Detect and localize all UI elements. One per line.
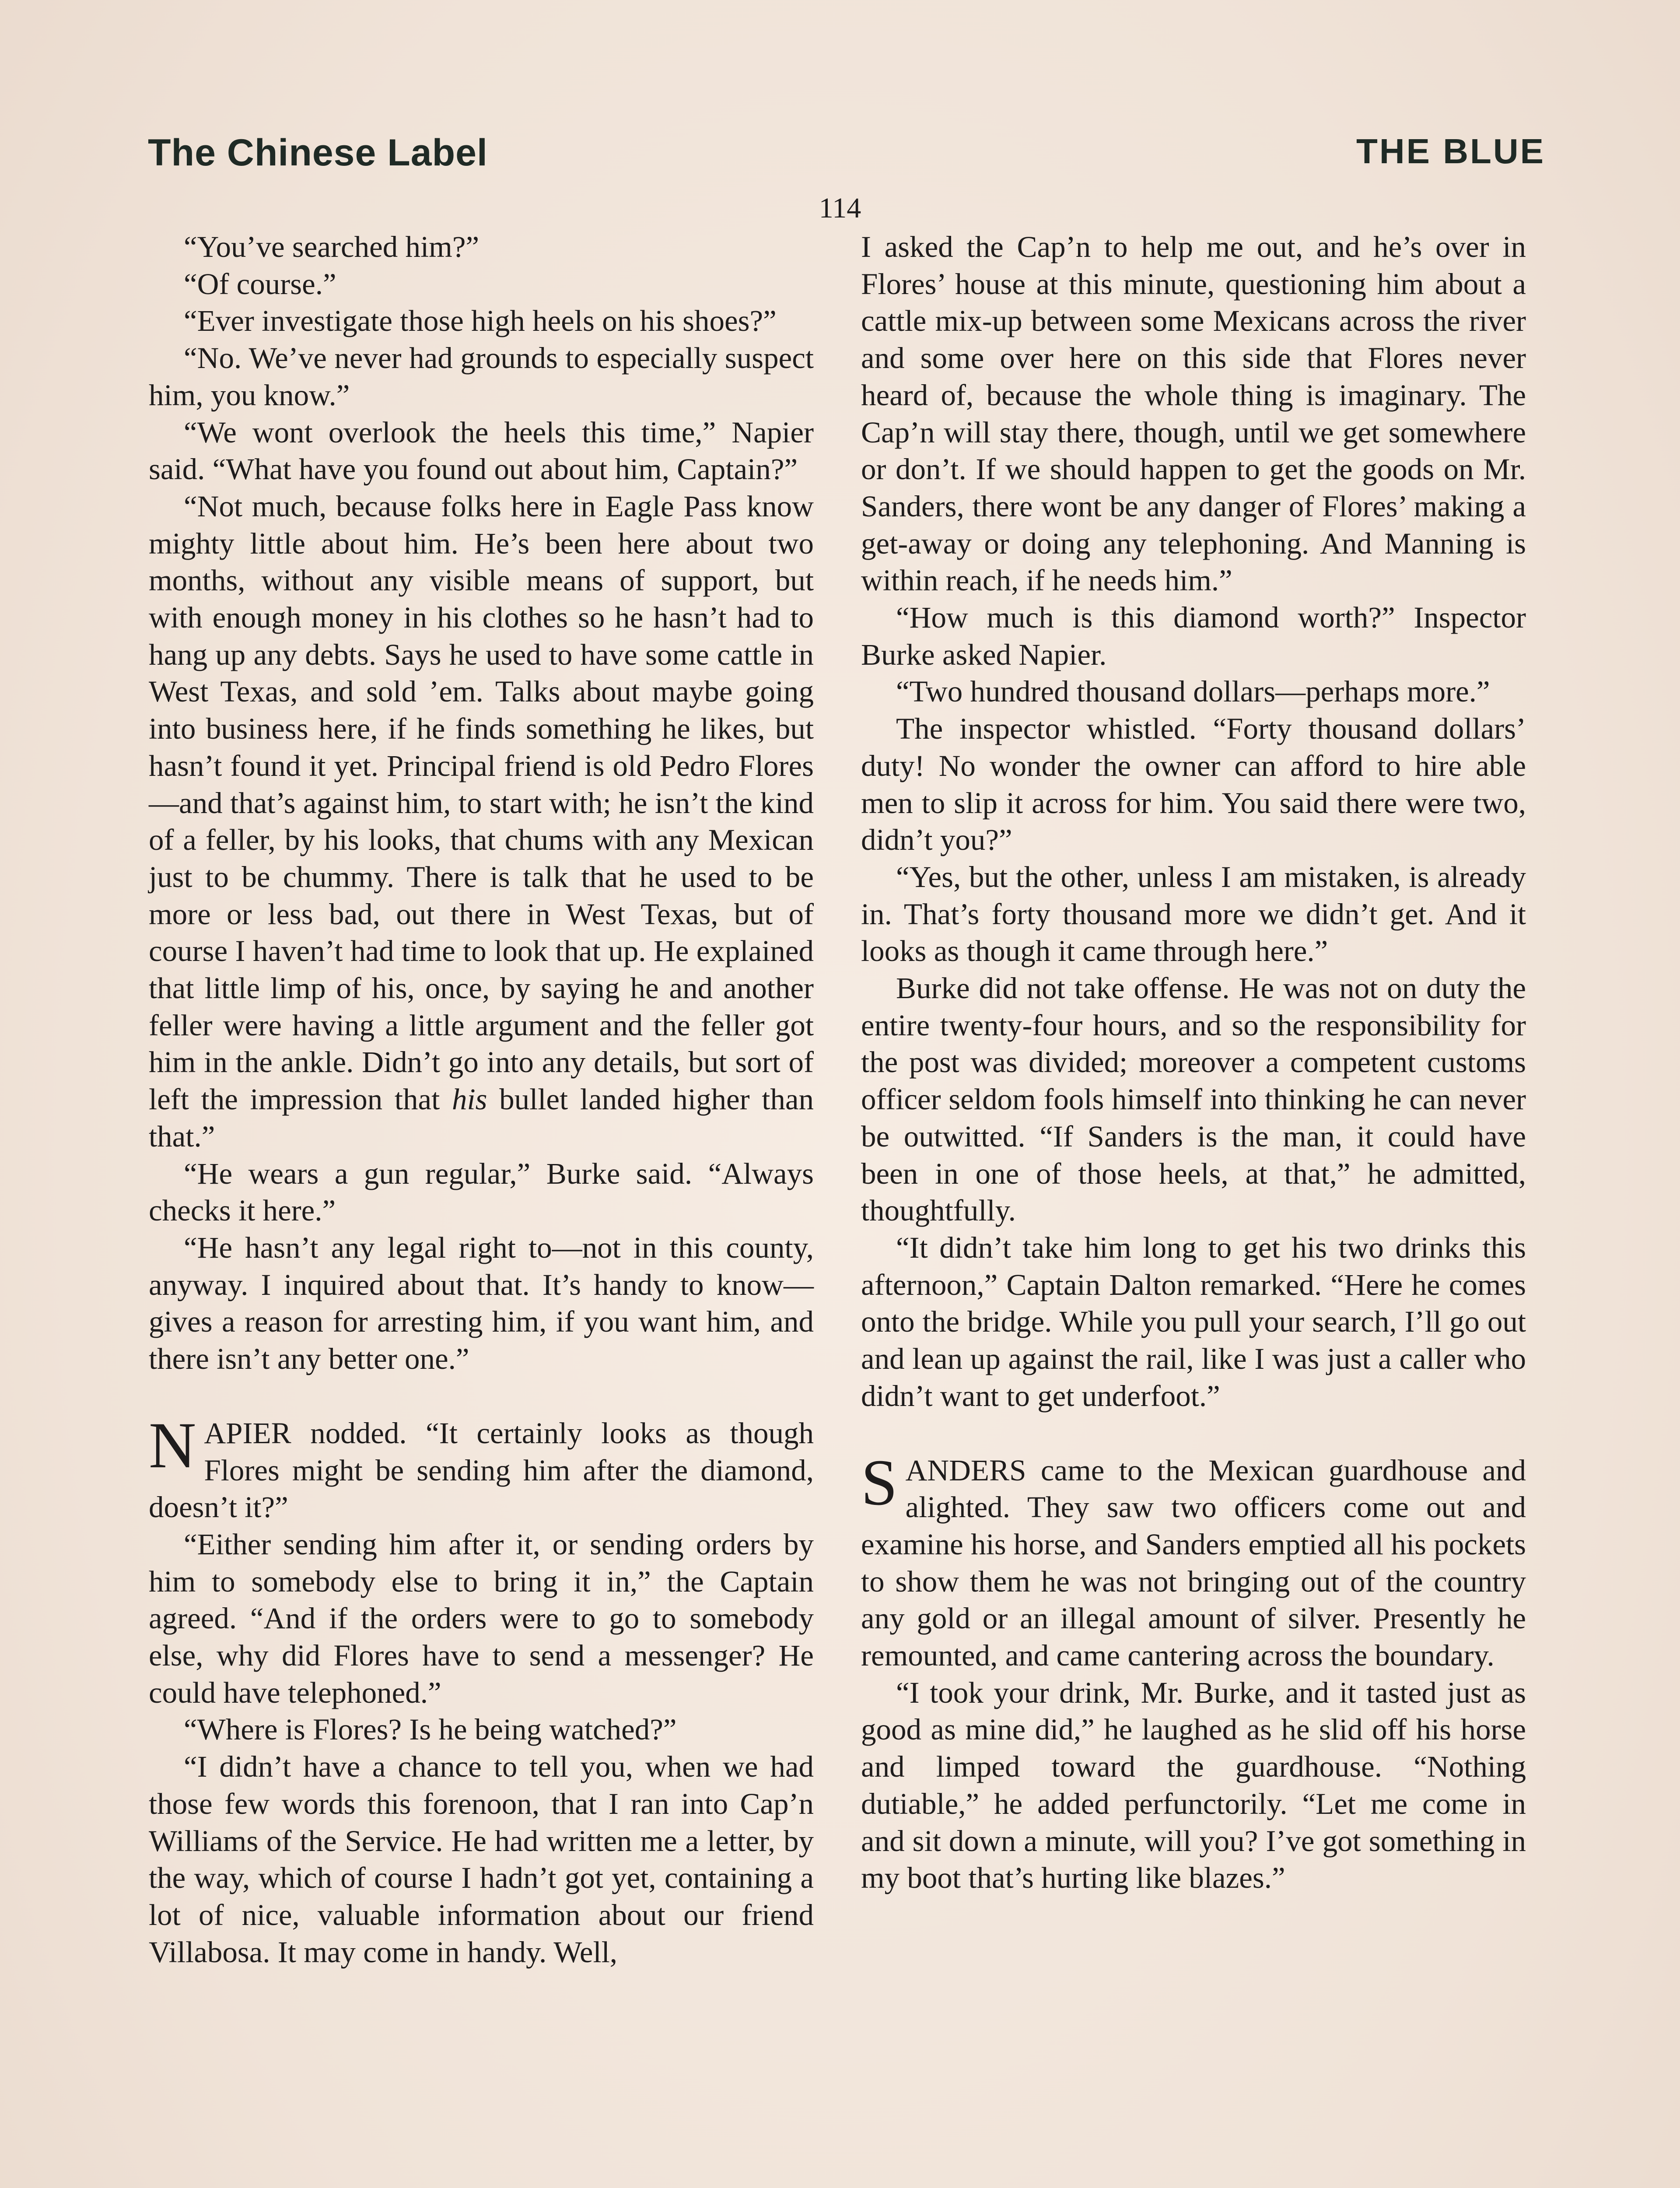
drop-cap: N — [149, 1409, 196, 1482]
paragraph: “Where is Flores? Is he being watched?” — [184, 1713, 677, 1746]
paragraph-text: came to the Mexican guardhouse and alighted. They saw two officers come out and examine his horse, and Sanders emptied all his pockets to show them he was not bringing out of the country any gold or an illegal amount of silver. Presently he remounted, and came cantering across the boundary. — [861, 1453, 1526, 1673]
paragraph: Burke did not take offense. He was not on duty the entire twenty-four hours, and so the responsibility for the post was divided; moreover a competent customs officer seldom fools himself into thinking he can never be outwitted. “If Sanders is the man, it could have been in one of those heels, at that,” he admitted, thoughtfully. — [861, 971, 1526, 1227]
paragraph-text: nodded. “It certainly looks as though Flores might be sending him after the diamond, doesn’t it?” — [149, 1416, 814, 1524]
paragraph: “How much is this diamond worth?” Inspector Burke asked Napier. — [861, 601, 1526, 671]
paragraph: The inspector whistled. “Forty thousand dollars’ duty! No wonder the owner can afford to hire able men to slip it across for him. You said there were two, didn’t you?” — [861, 712, 1526, 857]
section-start-paragraph — [861, 1446, 1526, 1674]
lead-in-caps: ANDERS — [905, 1453, 1026, 1487]
right-column — [861, 228, 1526, 1897]
page-number: 114 — [819, 192, 861, 224]
paragraph-text: “Not much, because folks here in Eagle Pass know mighty little about him. He’s been here about two months, without any visible means of support, but with enough money in his clothes so he hasn’t had to hang up any debts. Says he used to have some cattle in West Texas, and sold ’em. Talks about maybe going into business here, if he finds something he likes, but hasn’t found it yet. Principal friend is old Pedro Flores—and that’s against him, to start with; he isn’t the kind of a feller, by his looks, that chums with any Mexican just to be chummy. There is talk that he used to be more or less bad, out there in West Texas, but of course I haven’t had time to look that up. He explained that little limp of his, once, by saying he and another feller were having a little argument and the feller got him in the ankle. Didn’t go into any details, but sort of left the impression that — [149, 489, 814, 1116]
story-title: The Chinese Label — [148, 132, 488, 174]
paragraph: “Of course.” — [184, 267, 336, 301]
magazine-title: THE BLUE — [1356, 132, 1545, 171]
paragraph: “I didn’t have a chance to tell you, when we had those few words this forenoon, that I ran into Cap’n Williams of the Service. He had written me a letter, by the way, which of course I hadn’t got yet, containing a lot of nice, valuable information about our friend Villabosa. It may come in handy. Well, — [149, 1750, 814, 1969]
paragraph: “No. We’ve never had grounds to especially suspect him, you know.” — [149, 341, 814, 412]
section-start-paragraph — [149, 1409, 814, 1526]
paragraph: “Either sending him after it, or sending orders by him to somebody else to bring it in,” the Captain agreed. “And if the orders were to go to somebody else, why did Flores have to send a messenger? He could have telephoned.” — [149, 1527, 814, 1709]
drop-cap: S — [861, 1446, 898, 1519]
lead-in-caps: APIER — [204, 1416, 291, 1450]
paragraph-text: bullet landed higher than that.” — [149, 1083, 814, 1153]
paragraph: “Yes, but the other, unless I am mistaken, is already in. That’s forty thousand more we didn’t get. And it looks as though it came through here.” — [861, 860, 1526, 968]
paragraph: “Two hundred thousand dollars—perhaps more.” — [896, 675, 1490, 708]
paragraph: “Ever investigate those high heels on his shoes?” — [184, 304, 777, 338]
paragraph: “He hasn’t any legal right to—not in this county, anyway. I inquired about that. It’s handy to know—gives a reason for arresting him, if you want him, and there isn’t any better one.” — [149, 1231, 814, 1376]
paragraph: “I took your drink, Mr. Burke, and it tasted just as good as mine did,” he laughed as he slid off his horse and limped toward the guardhouse. “Nothing dutiable,” he added perfunctorily. “Let me come in and sit down a minute, will you? I’ve got something in my boot that’s hurting like blazes.” — [861, 1676, 1526, 1895]
paragraph — [149, 488, 814, 1155]
left-column — [149, 228, 814, 1971]
paragraph: “He wears a gun regular,” Burke said. “Always checks it here.” — [149, 1157, 814, 1227]
paragraph: I asked the Cap’n to help me out, and he’s over in Flores’ house at this minute, questioning him about a cattle mix-up between some Mexicans across the river and some over here on this side that Flores never heard of, because the whole thing is imaginary. The Cap’n will stay there, though, until we get somewhere or don’t. If we should happen to get the goods on Mr. Sanders, there wont be any danger of Flores’ making a get-away or doing any telephoning. And Manning is within reach, if he needs him.” — [861, 230, 1526, 597]
paragraph: “You’ve searched him?” — [184, 230, 480, 263]
emphasis-word: his — [452, 1083, 487, 1116]
paragraph: “We wont overlook the heels this time,” Napier said. “What have you found out about him, Captain?” — [149, 415, 814, 486]
paragraph: “It didn’t take him long to get his two drinks this afternoon,” Captain Dalton remarked. “Here he comes onto the bridge. While you pull your search, I’ll go out and lean up against the rail, like I was just a caller who didn’t want to get underfoot.” — [861, 1231, 1526, 1413]
